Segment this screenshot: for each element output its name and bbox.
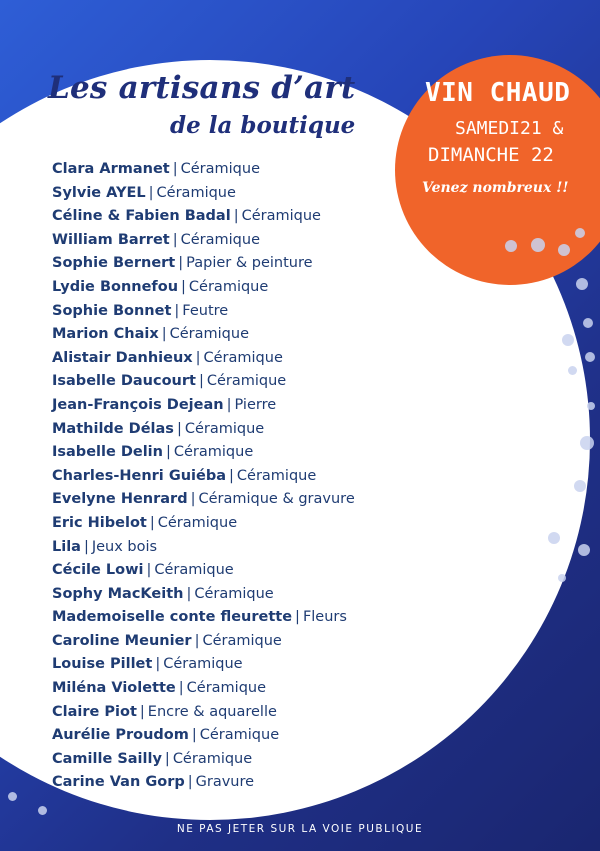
separator: | <box>148 184 154 201</box>
artisan-item <box>52 323 355 347</box>
artisan-item <box>52 182 355 206</box>
artisan-medium: Céramique <box>241 208 321 225</box>
artisan-item <box>52 205 355 229</box>
event-date-line1: SAMEDI21 & <box>455 118 564 139</box>
decorative-dot <box>574 480 586 492</box>
separator: | <box>139 703 145 720</box>
artisan-item <box>52 394 355 418</box>
artisan-medium: Céramique <box>236 467 317 484</box>
artisan-name: Caroline Meunier <box>52 632 192 649</box>
artisan-medium: Céramique <box>180 231 260 248</box>
artisan-medium: Céramique <box>194 585 274 602</box>
title: Les artisans d’art <box>48 70 356 106</box>
separator: | <box>186 585 192 602</box>
decorative-dot <box>578 544 590 556</box>
separator: | <box>172 231 178 248</box>
artisan-item <box>52 606 355 630</box>
artisan-item <box>52 465 355 489</box>
artisan-medium: Céramique <box>202 632 282 649</box>
artisan-name: Camille Sailly <box>52 750 162 767</box>
artisan-name: Aurélie Proudom <box>52 727 189 744</box>
artisan-name: Sophie Bernert <box>52 255 176 272</box>
artisan-medium: Céramique <box>154 562 234 579</box>
decorative-dot <box>8 792 17 801</box>
artisan-item <box>52 441 355 465</box>
separator: | <box>178 255 184 272</box>
separator: | <box>194 632 200 649</box>
artisan-item <box>52 252 355 276</box>
separator: | <box>146 562 152 579</box>
artisan-name: Sophie Bonnet <box>52 302 172 319</box>
separator: | <box>229 467 234 484</box>
decorative-dot <box>575 228 585 238</box>
artisan-medium: Céramique <box>157 514 238 531</box>
artisan-item <box>52 559 355 583</box>
artisan-name: Mademoiselle conte fleurette <box>52 609 293 626</box>
separator: | <box>191 727 197 744</box>
artisan-medium: Encre & aquarelle <box>147 703 277 720</box>
artisan-medium: Céramique <box>186 680 267 697</box>
artisan-item <box>52 158 355 182</box>
separator: | <box>161 326 167 343</box>
subtitle: de la boutique <box>170 112 356 139</box>
decorative-dot <box>583 318 593 328</box>
artisan-medium: Céramique <box>169 326 250 343</box>
artisan-medium: Céramique <box>199 727 280 744</box>
artisan-medium: Fleurs <box>302 609 347 626</box>
event-invite: Venez nombreux !! <box>422 180 569 196</box>
artisan-name: Charles-Henri Guiéba <box>52 467 227 484</box>
artisan-medium: Céramique <box>184 420 265 437</box>
artisan-medium: Céramique & gravure <box>198 491 355 508</box>
separator: | <box>295 609 300 626</box>
artisan-medium: Jeux bois <box>91 538 158 555</box>
artisan-medium: Céramique <box>156 184 236 201</box>
decorative-dot <box>580 436 594 450</box>
separator: | <box>83 538 89 555</box>
artisan-item <box>52 370 355 394</box>
separator: | <box>155 656 161 673</box>
artisan-name: William Barret <box>52 231 170 248</box>
artisan-name: Marion Chaix <box>52 326 159 343</box>
artisan-item <box>52 512 355 536</box>
separator: | <box>174 302 180 319</box>
separator: | <box>190 491 196 508</box>
decorative-dot <box>568 366 577 375</box>
artisan-item <box>52 724 355 748</box>
decorative-dot <box>576 278 588 290</box>
artisan-medium: Céramique <box>203 349 283 366</box>
artisan-item <box>52 229 355 253</box>
artisan-name: Claire Piot <box>52 703 137 720</box>
decorative-dot <box>548 532 560 544</box>
artisan-medium: Gravure <box>195 774 255 791</box>
artisan-item <box>52 701 355 725</box>
separator: | <box>198 373 204 390</box>
decorative-dot <box>505 240 517 252</box>
artisan-name: Evelyne Henrard <box>52 491 188 508</box>
artisan-item <box>52 748 355 772</box>
separator: | <box>172 161 178 177</box>
separator: | <box>165 444 171 461</box>
decorative-dot <box>531 238 545 252</box>
artisan-name: Lydie Bonnefou <box>52 278 179 295</box>
artisan-item <box>52 653 355 677</box>
separator: | <box>176 420 182 437</box>
separator: | <box>226 396 232 413</box>
artisan-medium: Céramique <box>173 444 254 461</box>
artisan-item <box>52 276 355 300</box>
artisan-item <box>52 771 355 795</box>
separator: | <box>195 349 201 366</box>
artisan-name: Mathilde Délas <box>52 420 174 437</box>
artisan-name: Jean-François Dejean <box>52 396 224 413</box>
artisan-name: Eric Hibelot <box>52 514 147 531</box>
separator: | <box>187 774 193 791</box>
artisan-name: Isabelle Delin <box>52 444 163 461</box>
artisan-item <box>52 583 355 607</box>
event-date-line2: DIMANCHE 22 <box>428 144 554 166</box>
artisan-name: Sylvie AYEL <box>52 184 146 201</box>
separator: | <box>178 680 184 697</box>
artisan-item <box>52 488 355 512</box>
artisan-name: Miléna Violette <box>52 680 176 697</box>
decorative-dot <box>558 244 570 256</box>
artisan-name: Isabelle Daucourt <box>52 373 196 390</box>
separator: | <box>181 278 186 295</box>
footer-notice: NE PAS JETER SUR LA VOIE PUBLIQUE <box>176 823 424 835</box>
artisan-name: Sophy MacKeith <box>52 585 184 602</box>
artisan-name: Lila <box>52 538 81 555</box>
artisan-medium: Céramique <box>206 373 287 390</box>
artisan-medium: Céramique <box>163 656 243 673</box>
decorative-dot <box>38 806 47 815</box>
artisan-medium: Pierre <box>234 396 277 413</box>
artisan-item <box>52 300 355 324</box>
artisan-medium: Papier & peinture <box>186 255 313 272</box>
artisan-medium: Feutre <box>182 302 229 319</box>
artisan-medium: Céramique <box>188 278 269 295</box>
artisan-item <box>52 630 355 654</box>
artisan-name: Carine Van Gorp <box>52 774 185 791</box>
artisan-name: Alistair Danhieux <box>52 349 193 366</box>
artisan-name: Clara Armanet <box>52 161 170 177</box>
artisan-medium: Céramique <box>180 161 261 177</box>
artisan-item <box>52 677 355 701</box>
artisan-name: Louise Pillet <box>52 656 153 673</box>
artisan-name: Céline & Fabien Badal <box>52 208 231 225</box>
event-headline: VIN CHAUD <box>425 78 571 108</box>
separator: | <box>233 208 239 225</box>
artisan-list <box>52 158 355 795</box>
separator: | <box>164 750 170 767</box>
decorative-dot <box>562 334 574 346</box>
decorative-dot <box>587 402 595 410</box>
separator: | <box>149 514 155 531</box>
artisan-item <box>52 418 355 442</box>
artisan-item <box>52 347 355 371</box>
artisan-medium: Céramique <box>172 750 253 767</box>
decorative-dot <box>558 574 566 582</box>
artisan-name: Cécile Lowi <box>52 562 144 579</box>
decorative-dot <box>585 352 595 362</box>
artisan-item <box>52 536 355 560</box>
